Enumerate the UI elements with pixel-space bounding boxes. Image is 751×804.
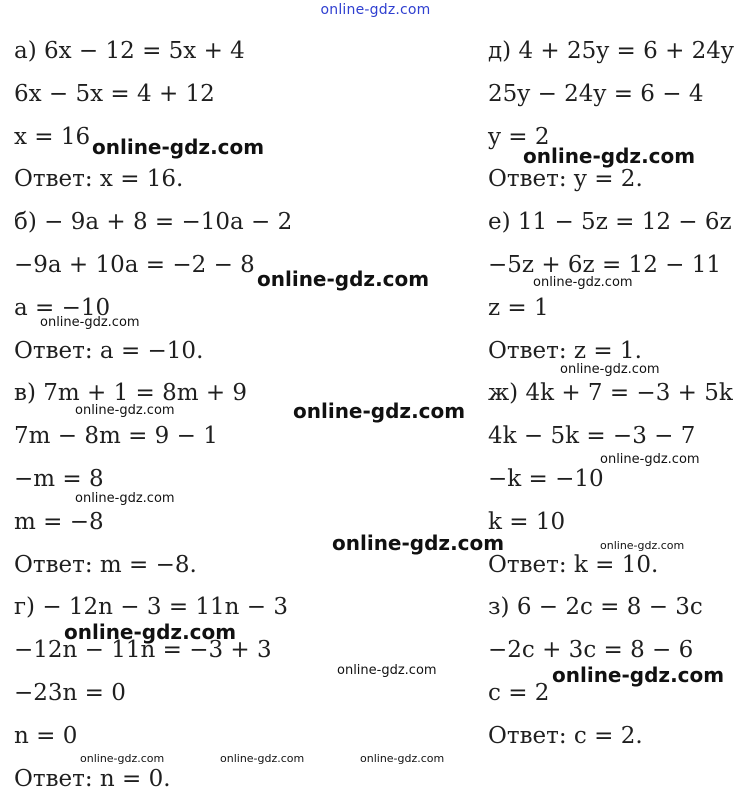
left-line: −23n = 0 <box>14 679 126 706</box>
right-line: е) 11 − 5z = 12 − 6z <box>488 209 732 236</box>
right-line: −k = −10 <box>488 465 604 492</box>
left-line: Ответ: x = 16. <box>14 166 184 193</box>
right-line: Ответ: k = 10. <box>488 551 659 578</box>
watermark: online-gdz.com <box>560 362 660 377</box>
header-watermark: online-gdz.com <box>320 2 431 18</box>
left-line: m = −8 <box>14 508 104 535</box>
right-line: −2c + 3c = 8 − 6 <box>488 637 694 664</box>
watermark: online-gdz.com <box>533 275 633 290</box>
watermark: online-gdz.com <box>75 491 175 506</box>
watermark: online-gdz.com <box>600 539 685 552</box>
right-line: k = 10 <box>488 508 566 535</box>
right-line: y = 2 <box>488 123 550 150</box>
watermark: online-gdz.com <box>64 620 237 644</box>
watermark: online-gdz.com <box>220 752 305 765</box>
left-line: x = 16 <box>14 123 91 150</box>
watermark: online-gdz.com <box>337 663 437 678</box>
left-line: 6x − 5x = 4 + 12 <box>14 80 215 107</box>
right-line: 25y − 24y = 6 − 4 <box>488 80 704 107</box>
watermark: online-gdz.com <box>92 135 265 159</box>
left-line: a = −10 <box>14 294 111 321</box>
left-line: −12n − 11n = −3 + 3 <box>14 637 272 664</box>
left-line: Ответ: a = −10. <box>14 337 204 364</box>
watermark: online-gdz.com <box>40 315 140 330</box>
left-line: б) − 9a + 8 = −10a − 2 <box>14 209 293 236</box>
left-line: в) 7m + 1 = 8m + 9 <box>14 380 248 407</box>
right-line: ж) 4k + 7 = −3 + 5k <box>488 380 733 407</box>
right-line: д) 4 + 25y = 6 + 24y <box>488 38 734 64</box>
left-line: n = 0 <box>14 722 78 749</box>
left-line: 7m − 8m = 9 − 1 <box>14 423 218 450</box>
watermark: online-gdz.com <box>552 663 725 687</box>
watermark: online-gdz.com <box>360 752 445 765</box>
watermark: online-gdz.com <box>600 452 700 467</box>
watermark: online-gdz.com <box>332 531 505 555</box>
right-line: з) 6 − 2c = 8 − 3c <box>488 594 703 621</box>
left-line: г) − 12n − 3 = 11n − 3 <box>14 594 289 621</box>
left-line: Ответ: m = −8. <box>14 551 197 578</box>
watermark: online-gdz.com <box>75 403 175 418</box>
right-line: Ответ: y = 2. <box>488 166 643 193</box>
watermark: online-gdz.com <box>523 144 696 168</box>
watermark: online-gdz.com <box>257 267 430 291</box>
watermark: online-gdz.com <box>80 752 165 765</box>
right-line: Ответ: z = 1. <box>488 337 642 364</box>
watermark: online-gdz.com <box>293 399 466 423</box>
right-line: c = 2 <box>488 679 550 706</box>
left-line: а) 6x − 12 = 5x + 4 <box>14 38 245 64</box>
right-line: Ответ: c = 2. <box>488 722 643 749</box>
left-line: −m = 8 <box>14 465 104 492</box>
left-line: −9a + 10a = −2 − 8 <box>14 251 255 278</box>
right-line: −5z + 6z = 12 − 11 <box>488 251 721 278</box>
right-line: z = 1 <box>488 294 549 321</box>
right-line: 4k − 5k = −3 − 7 <box>488 423 696 450</box>
left-line: Ответ: n = 0. <box>14 765 171 792</box>
